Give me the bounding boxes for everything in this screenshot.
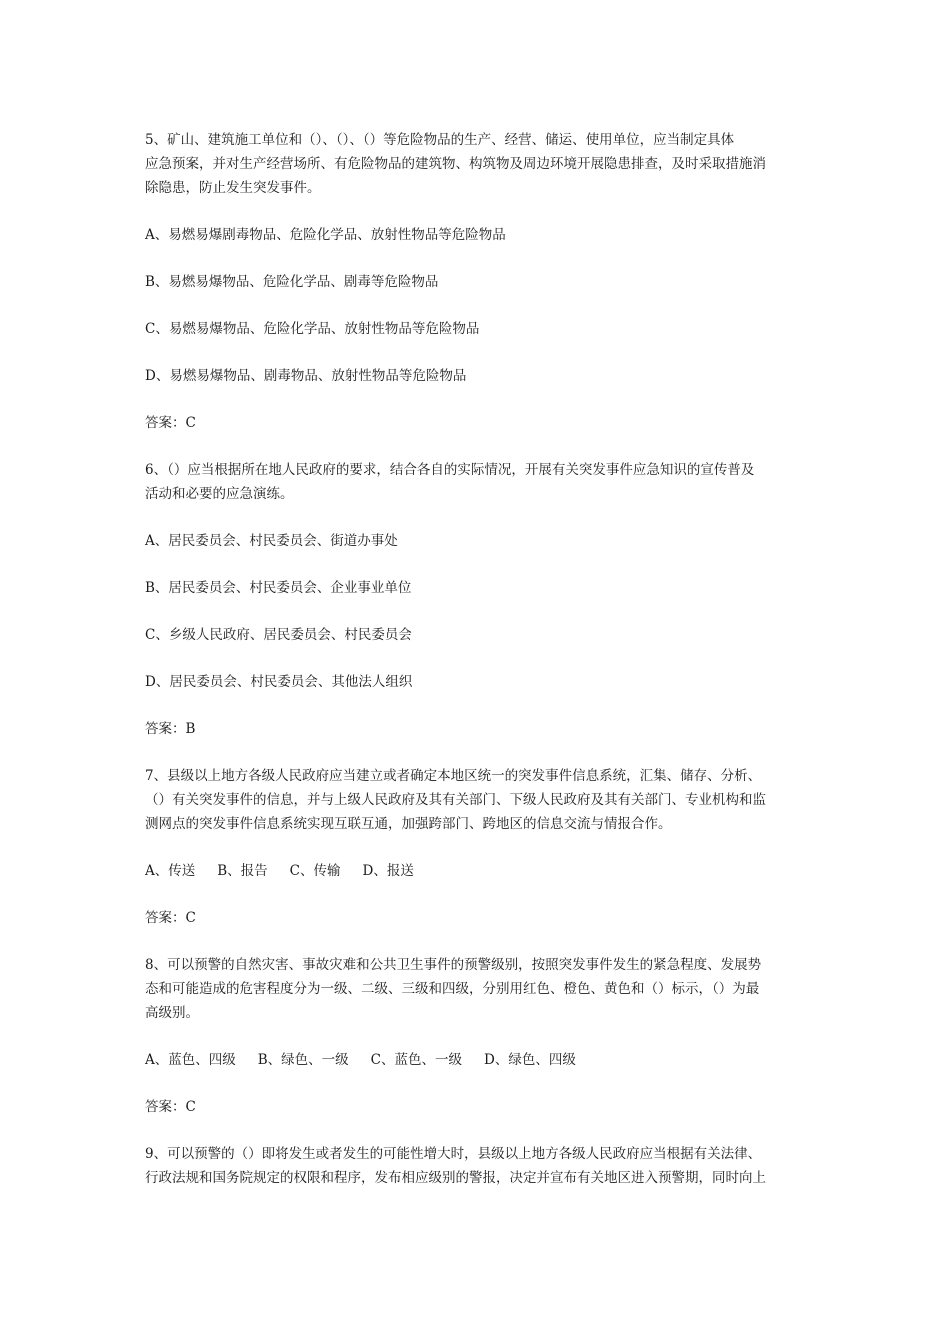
question-stem <box>145 458 810 506</box>
stem-line: 高级别。 <box>145 1005 199 1021</box>
option-d: D、报送 <box>362 863 414 879</box>
option-a: A、蓝色、四级 <box>145 1052 236 1068</box>
stem-line: 5、矿山、建筑施工单位和（）、（）、（）等危险物品的生产、经营、储运、使用单位，应当制定具体 <box>145 132 735 148</box>
option-c: C、易燃易爆物品、危险化学品、放射性物品等危险物品 <box>145 321 480 337</box>
stem-line: 测网点的突发事件信息系统实现互联互通，加强跨部门、跨地区的信息交流与情报合作。 <box>145 816 672 832</box>
question-7 <box>145 764 810 930</box>
option-a: A、居民委员会、村民委员会、街道办事处 <box>145 533 398 549</box>
option-c: C、传输 <box>289 863 341 879</box>
option-c: C、蓝色、一级 <box>370 1052 463 1068</box>
question-6 <box>145 458 810 741</box>
option-d: D、居民委员会、村民委员会、其他法人组织 <box>145 674 413 690</box>
answer: 答案：C <box>145 415 196 431</box>
question-8 <box>145 953 810 1119</box>
stem-line: （）有关突发事件的信息，并与上级人民政府及其有关部门、下级人民政府及其有关部门、专业机构和监 <box>145 792 766 808</box>
stem-line: 7、县级以上地方各级人民政府应当建立或者确定本地区统一的突发事件信息系统，汇集、储存、分析、 <box>145 768 762 784</box>
answer: 答案：C <box>145 910 196 926</box>
stem-line: 应急预案，并对生产经营场所、有危险物品的建筑物、构筑物及周边环境开展隐患排查，及时采取措施消 <box>145 156 766 172</box>
option-d: D、绿色、四级 <box>484 1052 576 1068</box>
question-stem <box>145 953 810 1025</box>
question-9 <box>145 1142 810 1190</box>
stem-line: 除隐患，防止发生突发事件。 <box>145 180 321 196</box>
option-b: B、易燃易爆物品、危险化学品、剧毒等危险物品 <box>145 274 439 290</box>
question-stem <box>145 128 810 200</box>
stem-line: 6、（）应当根据所在地人民政府的要求，结合各自的实际情况，开展有关突发事件应急知识的宣传普及 <box>145 462 755 478</box>
option-b: B、居民委员会、村民委员会、企业事业单位 <box>145 580 412 596</box>
option-b: B、绿色、一级 <box>257 1052 349 1068</box>
answer: 答案：C <box>145 1099 196 1115</box>
option-b: B、报告 <box>217 863 268 879</box>
stem-line: 8、可以预警的自然灾害、事故灾难和公共卫生事件的预警级别，按照突发事件发生的紧急程度、发展势 <box>145 957 762 973</box>
stem-line: 9、可以预警的（）即将发生或者发生的可能性增大时，县级以上地方各级人民政府应当根据有关法律、 <box>145 1146 762 1162</box>
option-d: D、易燃易爆物品、剧毒物品、放射性物品等危险物品 <box>145 368 467 384</box>
question-stem <box>145 1142 810 1190</box>
option-c: C、乡级人民政府、居民委员会、村民委员会 <box>145 627 412 643</box>
question-5 <box>145 128 810 435</box>
option-a: A、易燃易爆剧毒物品、危险化学品、放射性物品等危险物品 <box>145 227 506 243</box>
inline-options <box>145 1048 810 1072</box>
document-page <box>145 128 810 1213</box>
question-stem <box>145 764 810 836</box>
stem-line: 行政法规和国务院规定的权限和程序，发布相应级别的警报，决定并宣布有关地区进入预警期，同时向上 <box>145 1170 766 1186</box>
option-a: A、传送 <box>145 863 196 879</box>
stem-line: 态和可能造成的危害程度分为一级、二级、三级和四级，分别用红色、橙色、黄色和（）标示，（）为最 <box>145 981 760 997</box>
inline-options <box>145 859 810 883</box>
stem-line: 活动和必要的应急演练。 <box>145 486 294 502</box>
answer: 答案：B <box>145 721 196 737</box>
